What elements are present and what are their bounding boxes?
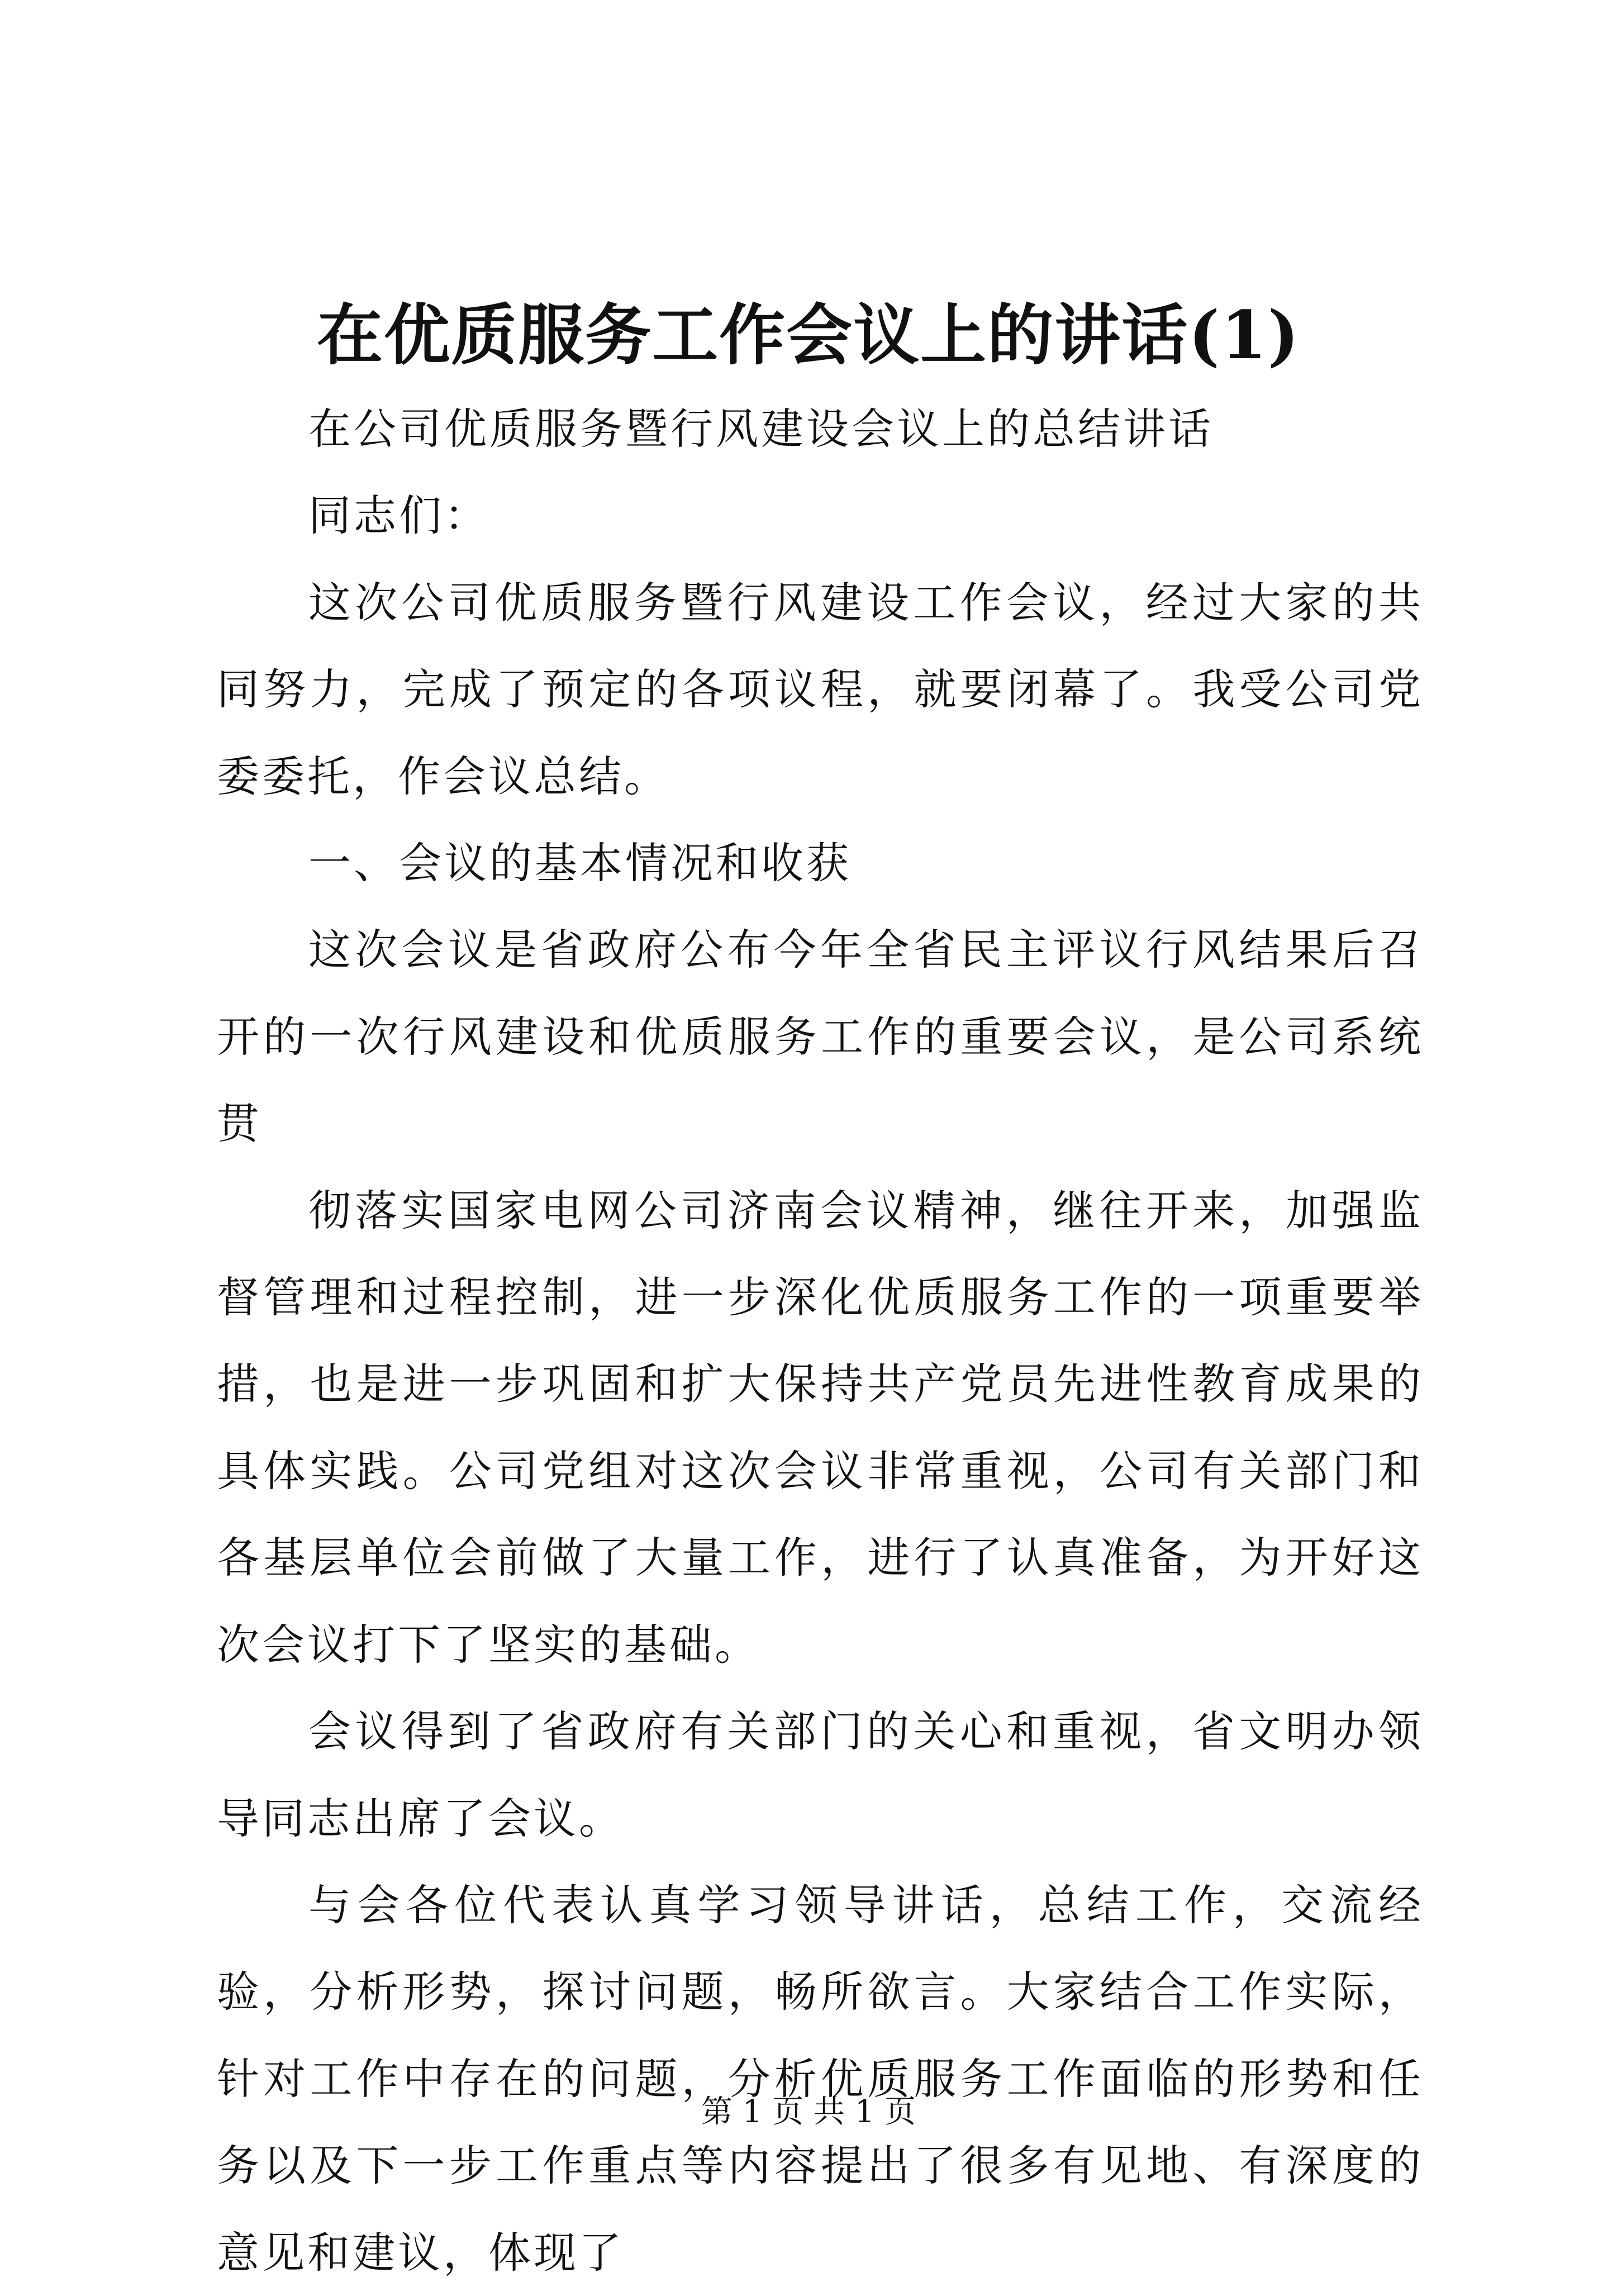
body-paragraph: 会议得到了省政府有关部门的关心和重视，省文明办领导同志出席了会议。 — [217, 1706, 1424, 1843]
salutation-paragraph: 同志们： — [308, 491, 489, 541]
document-title: 在优质服务工作会议上的讲话(1) — [317, 296, 1300, 374]
section-heading: 一、会议的基本情况和收获 — [308, 838, 852, 888]
document-body — [217, 386, 1424, 2296]
body-paragraph: 这次会议是省政府公布今年全省民主评议行风结果后召开的一次行风建设和优质服务工作的重要会议，是公司系统贯 — [217, 925, 1424, 1149]
body-paragraph: 彻落实国家电网公司济南会议精神，继往开来，加强监督管理和过程控制，进一步深化优质服务工作的一项重要举措，也是进一步巩固和扩大保持共产党员先进性教育成果的具体实践。公司党组对这次会议非常重视，公司有关部门和各基层单位会前做了大量工作，进行了认真准备，为开好这次会议打下了坚实的基础。 — [217, 1185, 1424, 1670]
subtitle-paragraph: 在公司优质服务暨行风建设会议上的总结讲话 — [308, 404, 1214, 454]
body-paragraph: 这次公司优质服务暨行风建设工作会议，经过大家的共同努力，完成了预定的各项议程，就要闭幕了。我受公司党委委托，作会议总结。 — [217, 577, 1424, 801]
body-paragraph: 与会各位代表认真学习领导讲话，总结工作，交流经验，分析形势，探讨问题，畅所欲言。大家结合工作实际，针对工作中存在的问题，分析优质服务工作面临的形势和任务以及下一步工作重点等内容提出了很多有见地、有深度的意见和建议，体现了 — [217, 1880, 1424, 2278]
page-footer: 第 1 页 共 1 页 — [701, 2094, 916, 2130]
